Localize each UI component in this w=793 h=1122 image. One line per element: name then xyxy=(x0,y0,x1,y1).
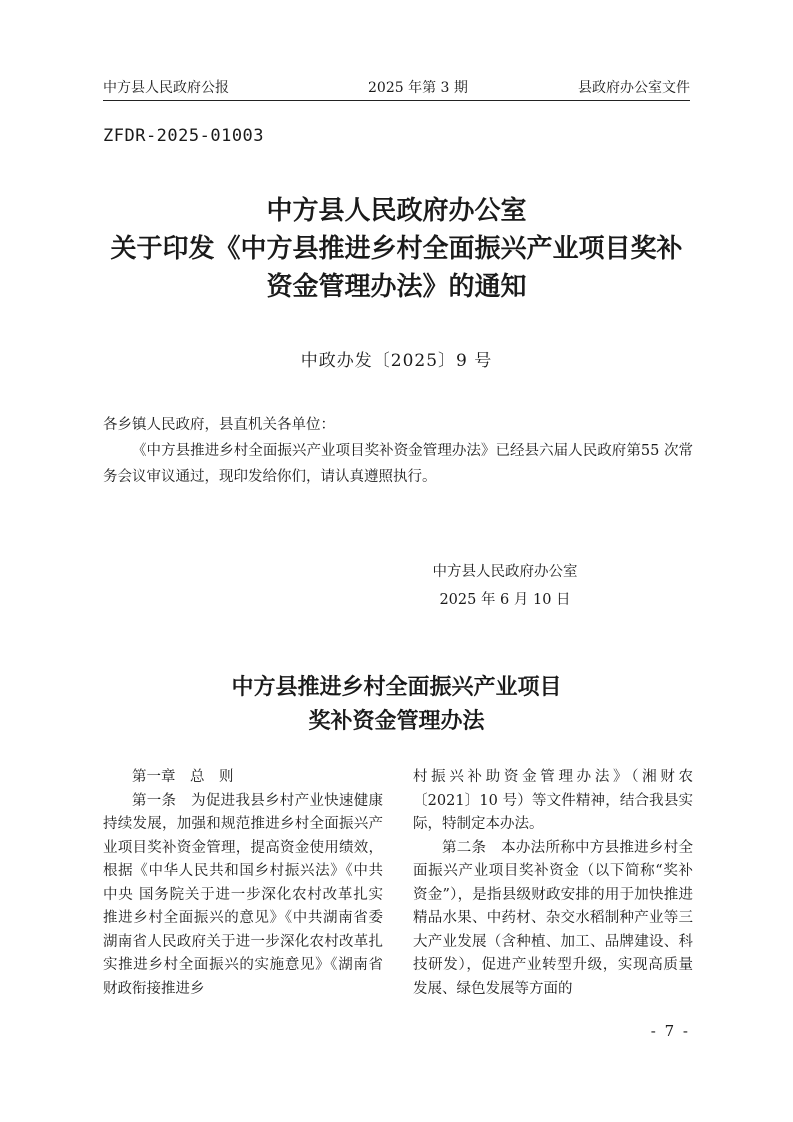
regulation-title xyxy=(0,670,793,738)
header-issue: 2025 年第 3 期 xyxy=(368,80,468,96)
article-2: 第二条 本办法所称中方县推进乡村全面振兴产业项目奖补资金（以下简称“奖补资金”），是指县级财政安排的用于加快推进精品水果、中药材、杂交水稻制种产业等三大产业发展（含种植、加工、品牌建设、科技研发），促进产业转型升级，实现高质量发展、绿色发展等方面的 xyxy=(413,839,693,997)
regulation-title-line: 中方县推进乡村全面振兴产业项目 xyxy=(231,674,562,700)
signature-block xyxy=(420,558,590,614)
chapter-heading: 第一章 总 则 xyxy=(132,769,234,785)
header-category: 县政府办公室文件 xyxy=(578,80,690,96)
document-number: 中政办发〔2025〕9 号 xyxy=(300,351,493,371)
title-line: 中方县人民政府办公室 xyxy=(266,196,527,226)
document-code: ZFDR-2025-01003 xyxy=(103,126,265,146)
title-line: 资金管理办法》的通知 xyxy=(266,272,527,302)
page-number: - 7 - xyxy=(650,1022,690,1040)
notice-title xyxy=(0,192,793,306)
left-column xyxy=(103,766,383,1001)
article-1-continued: 村振兴补助资金管理办法》（湘财农〔2021〕10 号）等文件精神，结合我县实际，特制定本办法。 xyxy=(413,769,693,832)
notice-paragraph: 《中方县推进乡村全面振兴产业项目奖补资金管理办法》已经县六届人民政府第55 次常务会议审议通过，现印发给你们，请认真遵照执行。 xyxy=(103,443,693,485)
regulation-title-line: 奖补资金管理办法 xyxy=(308,708,485,734)
title-line: 关于印发《中方县推进乡村全面振兴产业项目奖补 xyxy=(110,234,683,264)
header-divider xyxy=(103,100,690,101)
right-column xyxy=(413,766,693,1001)
salutation: 各乡镇人民政府，县直机关各单位： xyxy=(103,417,335,433)
signature-date: 2025 年 6 月 10 日 xyxy=(439,592,571,608)
bulletin-header xyxy=(103,78,690,100)
signature-org: 中方县人民政府办公室 xyxy=(432,564,578,580)
article-1: 第一条 为促进我县乡村产业快速健康持续发展，加强和规范推进乡村全面振兴产业项目奖补资金管理，提高资金使用绩效，根据《中华人民共和国乡村振兴法》《中共中央 国务院关于进一步深化农村改革扎实推进乡村全面振兴的意见》《中共湖南省委 湖南省人民政府关于进一步深化农村改革扎实推进乡村全面振兴的实施意见》《湖南省财政衔接推进乡 xyxy=(103,792,383,997)
header-publication: 中方县人民政府公报 xyxy=(103,80,229,96)
